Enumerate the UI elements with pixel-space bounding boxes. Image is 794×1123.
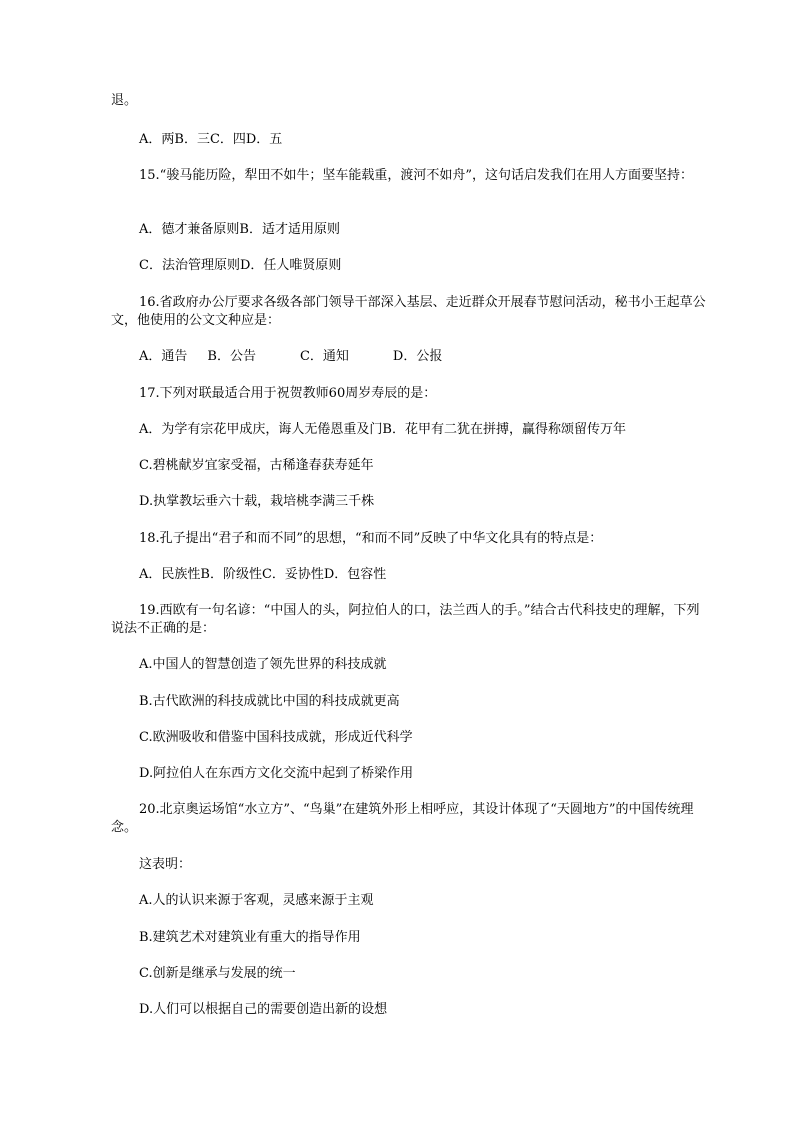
q19-stem: 19.西欧有一句名谚：“中国人的头，阿拉伯人的口，法兰西人的手。”结合古代科技史的理解，下列说法不正确的是：	[111, 603, 700, 636]
q19-option-c: C.欧洲吸收和借鉴中国科技成就，形成近代科学	[139, 730, 413, 745]
q20-option-d: D.人们可以根据自己的需要创造出新的设想	[139, 1002, 388, 1017]
q20-stem: 20.北京奥运场馆“水立方”、“鸟巢”在建筑外形上相呼应，其设计体现了“天圆地方”的中国传统理念。	[111, 802, 694, 835]
q14-options: A．两B．三C．四D．五	[139, 132, 283, 147]
q19-option-b: B.古代欧洲的科技成就比中国的科技成就更高	[139, 694, 400, 709]
q15-options-cd: C．法治管理原则D．任人唯贤原则	[139, 258, 342, 273]
q16-stem: 16.省政府办公厅要求各级各部门领导干部深入基层、走近群众开展春节慰问活动，秘书小王起草公文，他使用的公文文种应是：	[111, 295, 706, 328]
q16-option-b: B．公告	[207, 349, 256, 364]
q20-lead: 这表明：	[139, 857, 192, 872]
q17-option-d: D.执掌教坛垂六十载，栽培桃李满三千株	[139, 494, 375, 509]
q16-option-c: C．通知	[299, 349, 349, 364]
q18-stem: 18.孔子提出“君子和而不同”的思想，“和而不同”反映了中华文化具有的特点是：	[139, 531, 603, 546]
q19-option-d: D.阿拉伯人在东西方文化交流中起到了桥梁作用	[139, 766, 414, 781]
q15-options-ab: A．德才兼备原则B．适才适用原则	[139, 222, 340, 237]
q20-option-b: B.建筑艺术对建筑业有重大的指导作用	[139, 930, 361, 945]
q17-option-c: C.碧桃献岁宜家受福，古稀逢春获寿延年	[139, 458, 374, 473]
q16-options	[139, 348, 442, 366]
q19-option-a: A.中国人的智慧创造了领先世界的科技成就	[139, 657, 387, 672]
q20-option-a: A.人的认识来源于客观，灵感来源于主观	[139, 893, 374, 908]
q15-stem: 15.“骏马能历险，犁田不如牛；坚车能载重，渡河不如舟”，这句话启发我们在用人方面要坚持：	[139, 168, 693, 183]
q14-tail: 退。	[111, 93, 138, 108]
q18-options: A．民族性B．阶级性C．妥协性D．包容性	[139, 567, 387, 582]
q17-options-ab: A．为学有宗花甲成庆，诲人无倦恩重及门B．花甲有二犹在拼搏，赢得称颂留传万年	[139, 422, 626, 437]
q16-option-d: D．公报	[392, 349, 443, 364]
q16-option-a: A．通告	[139, 349, 188, 364]
q20-option-c: C.创新是继承与发展的统一	[139, 966, 296, 981]
q17-stem: 17.下列对联最适合用于祝贺教师60周岁寿辰的是：	[139, 386, 437, 401]
